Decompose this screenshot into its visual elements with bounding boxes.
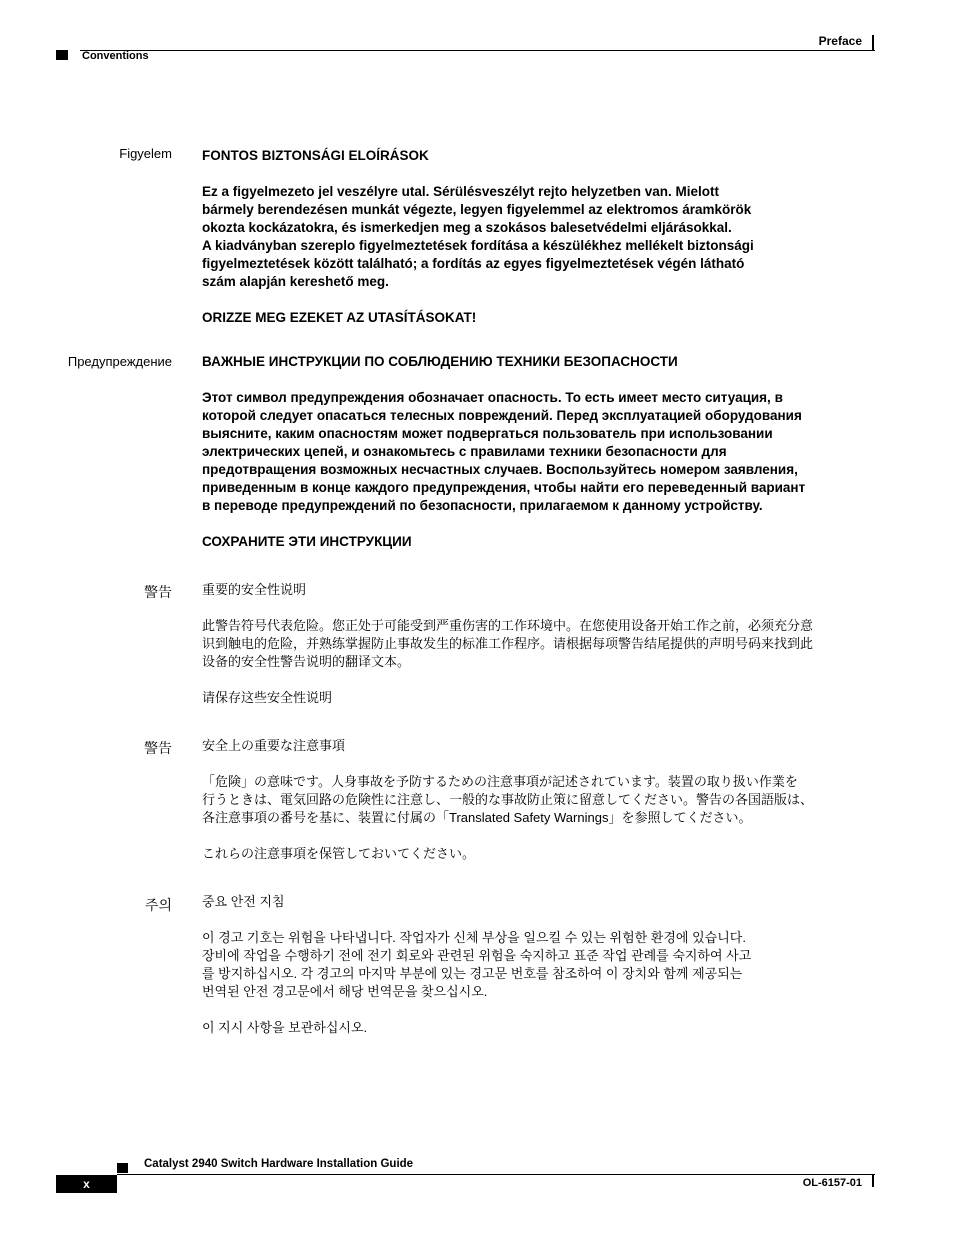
warning-line: 各注意事項の番号を基に、装置に付属の「Translated Safety Warnings」を参照してください。 <box>202 810 752 825</box>
footer-marker <box>117 1163 128 1173</box>
warning-heading: FONTOS BIZTONSÁGI ELOÍRÁSOK <box>202 148 429 163</box>
warning-line: 장비에 작업을 수행하기 전에 전기 회로와 관련된 위험을 숙지하고 표준 작업 관례를 숙지하여 사고 <box>202 948 752 963</box>
warning-line: 「危険」の意味です。人身事故を予防するための注意事項が記述されています。装置の取り扱い作業を <box>202 774 798 789</box>
warning-line: предотвращения возможных несчастных случаев. Воспользуйтесь номером заявления, <box>202 462 798 477</box>
warning-heading: 重要的安全性说明 <box>202 582 307 597</box>
warning-line: A kiadványban szereplo figyelmeztetések fordítása a készülékhez mellékelt biztonsági <box>202 238 754 253</box>
warning-line: электрических цепей, и ознакомьтесь с правилами техники безопасности для <box>202 444 727 459</box>
warning-block-chinese <box>202 581 872 707</box>
page-number: x <box>56 1175 117 1193</box>
header-tick <box>872 35 874 50</box>
warning-closing: ORIZZE MEG EZEKET AZ UTASÍTÁSOKAT! <box>202 310 477 325</box>
warning-line: 이 경고 기호는 위험을 나타냅니다. 작업자가 신체 부상을 일으킬 수 있는 위험한 환경에 있습니다. <box>202 930 746 945</box>
warning-block-japanese <box>202 737 872 863</box>
book-title: Catalyst 2940 Switch Hardware Installation Guide <box>144 1158 414 1170</box>
footer-tick <box>872 1175 874 1187</box>
warning-block-russian <box>202 353 872 551</box>
warning-line: 此警告符号代表危险。您正处于可能受到严重伤害的工作环境中。在您使用设备开始工作之前，必须充分意 <box>202 618 814 633</box>
warning-line: 를 방지하십시오. 각 경고의 마지막 부분에 있는 경고문 번호를 참조하여 이 장치와 함께 제공되는 <box>202 966 743 981</box>
warning-line: Этот символ предупреждения обозначает опасность. То есть имеет место ситуация, в <box>202 390 783 405</box>
header-marker <box>56 50 68 60</box>
warning-line: figyelmeztetések között található; a fordítás az egyes figyelmeztetések végén látható <box>202 256 745 271</box>
warning-label-russian: Предупреждение <box>67 354 172 369</box>
warning-closing: 이 지시 사항을 보관하십시오. <box>202 1020 368 1035</box>
warning-line: 设备的安全性警告说明的翻译文本。 <box>202 654 411 669</box>
warning-block-hungarian <box>202 147 872 327</box>
warning-line: приведенным в конце каждого предупреждения, чтобы найти его переведенный вариант <box>202 480 806 495</box>
warning-line: которой следует опасаться телесных повреждений. Перед эксплуатацией оборудования <box>202 408 802 423</box>
warning-label-chinese: 警告 <box>144 584 172 600</box>
warning-closing: これらの注意事項を保管しておいてください。 <box>202 846 476 861</box>
warning-line: bármely berendezésen munkát végezte, legyen figyelemmel az elektromos áramkörök <box>202 202 752 217</box>
warning-heading: 중요 안전 지침 <box>202 894 285 909</box>
warning-label-korean: 주의 <box>144 897 172 913</box>
warning-line: 行うときは、電気回路の危険性に注意し、一般的な事故防止策に留意してください。警告の各国語版は、 <box>202 792 814 807</box>
warning-heading: ВАЖНЫЕ ИНСТРУКЦИИ ПО СОБЛЮДЕНИЮ ТЕХНИКИ БЕЗОПАСНОСТИ <box>202 354 678 369</box>
warning-line: Ez a figyelmezeto jel veszélyre utal. Sérülésveszélyt rejto helyzetben van. Mielott <box>202 184 719 199</box>
warning-line: szám alapján kereshető meg. <box>202 274 389 289</box>
footer-rule <box>117 1174 875 1175</box>
warning-closing: 请保存这些安全性说明 <box>202 690 333 705</box>
warning-block-korean <box>202 893 872 1037</box>
header-rule <box>80 50 875 51</box>
warning-line: выясните, каким опасностям может подвергаться пользователь при использовании <box>202 426 773 441</box>
warning-heading: 安全上の重要な注意事項 <box>202 738 346 753</box>
section-title: Conventions <box>82 50 149 62</box>
warning-line: 번역된 안전 경고문에서 해당 번역문을 찾으십시오. <box>202 984 488 999</box>
doc-number: OL-6157-01 <box>802 1177 862 1189</box>
warning-label-japanese: 警告 <box>144 740 172 756</box>
warning-closing: СОХРАНИТЕ ЭТИ ИНСТРУКЦИИ <box>202 534 412 549</box>
warning-line: 识到触电的危险，并熟练掌握防止事故发生的标准工作程序。请根据每项警告结尾提供的声明号码来找到此 <box>202 636 814 651</box>
chapter-title: Preface <box>818 34 862 48</box>
warning-line: okozta kockázatokra, és ismerkedjen meg a szokásos balesetvédelmi eljárásokkal. <box>202 220 732 235</box>
warning-line: в переводе предупреждений по безопасности, прилагаемом к данному устройству. <box>202 498 763 513</box>
warning-label-hungarian: Figyelem <box>119 146 172 161</box>
